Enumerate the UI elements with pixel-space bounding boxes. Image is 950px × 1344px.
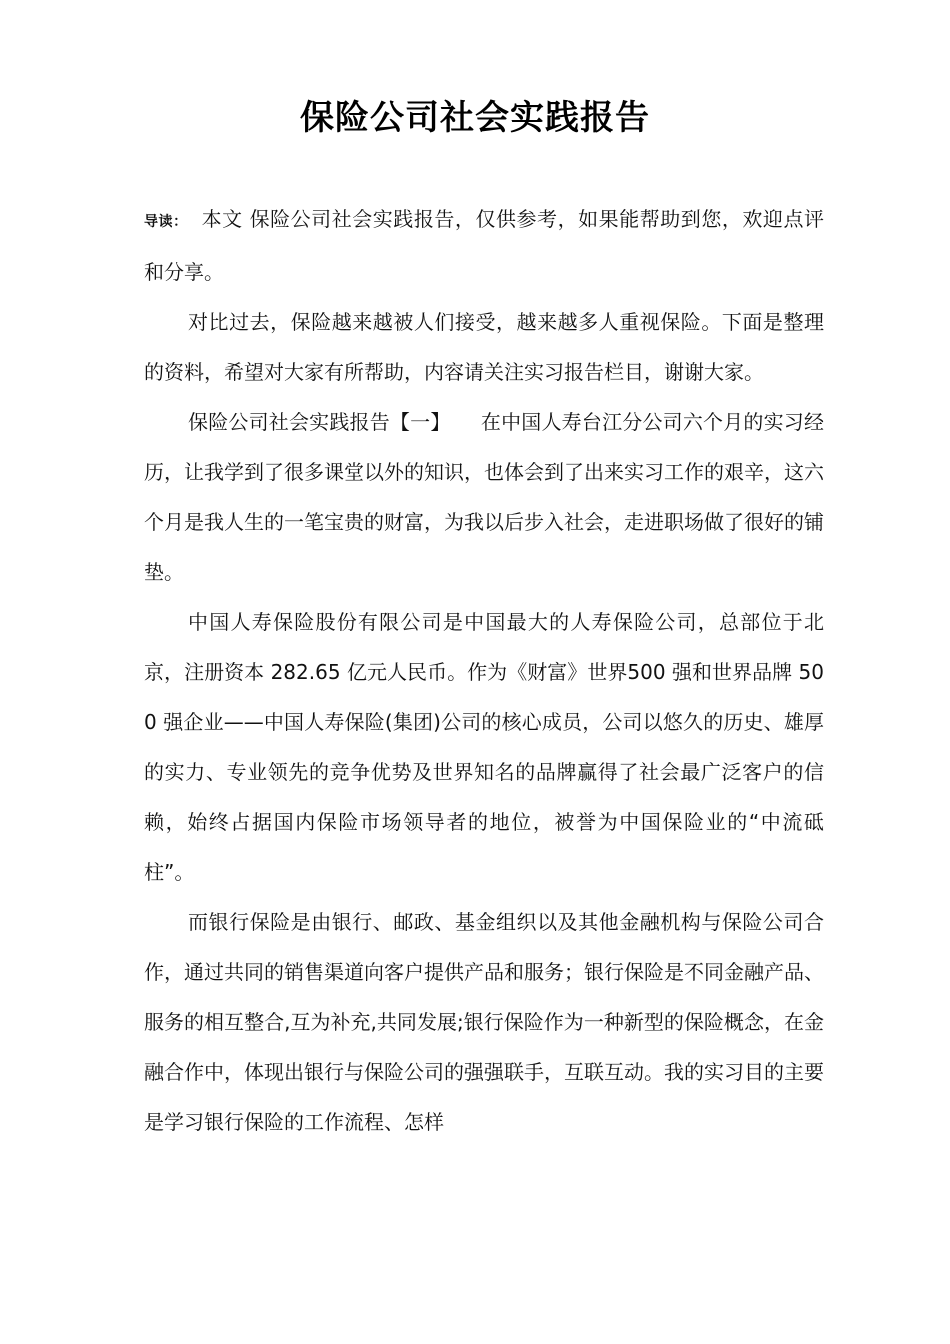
document-title: 保险公司社会实践报告 [300, 98, 650, 138]
intro-label: 导读： [144, 214, 188, 230]
body-paragraph-3: 中国人寿保险股份有限公司是中国最大的人寿保险公司，总部位于北京，注册资本 282.65 亿元人民币。作为《财富》世界500 强和世界品牌 500 强企业——中国人寿保险(集团)公司的核心成员，公司以悠久的历史、雄厚的实力、专业领先的竞争优势及世界知名的品牌赢得了社会最广泛客户的信赖，始终占据国内保险市场领导者的地位，被誉为中国保险业的“中流砥柱”。 [144, 610, 824, 884]
document-body [144, 194, 824, 1147]
intro-paragraph [144, 194, 824, 297]
body-paragraph-2: 保险公司社会实践报告【一】 在中国人寿台江分公司六个月的实习经历，让我学到了很多课堂以外的知识，也体会到了出来实习工作的艰辛，这六个月是我人生的一笔宝贵的财富，为我以后步入社会，走进职场做了很好的铺垫。 [144, 410, 824, 584]
intro-text: 本文 保险公司社会实践报告，仅供参考，如果能帮助到您，欢迎点评和分享。 [144, 207, 825, 284]
body-paragraph-4: 而银行保险是由银行、邮政、基金组织以及其他金融机构与保险公司合作，通过共同的销售渠道向客户提供产品和服务；银行保险是不同金融产品、服务的相互整合,互为补充,共同发展;银行保险作为一种新型的保险概念，在金融合作中，体现出银行与保险公司的强强联手，互联互动。我的实习目的主要是学习银行保险的工作流程、怎样 [144, 910, 824, 1134]
body-paragraph-1: 对比过去，保险越来越被人们接受，越来越多人重视保险。下面是整理的资料，希望对大家有所帮助，内容请关注实习报告栏目，谢谢大家。 [144, 310, 824, 384]
